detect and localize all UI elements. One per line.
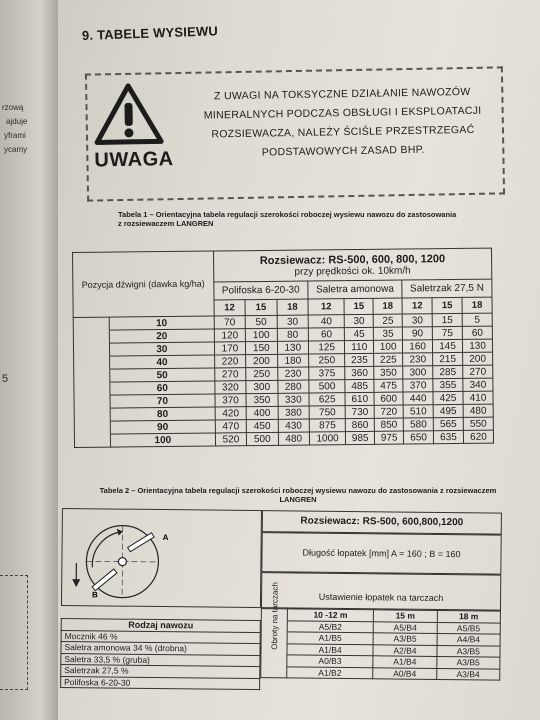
dose-value: 80 bbox=[277, 328, 309, 341]
dose-value: 130 bbox=[462, 339, 492, 352]
prev-page-text: yframi bbox=[4, 131, 26, 140]
dose-value: 170 bbox=[214, 342, 246, 355]
blade-setting-value: A3/B5 bbox=[437, 645, 501, 657]
blade-setting-value: A1/B4 bbox=[287, 643, 373, 655]
prev-page-text: ajduje bbox=[6, 117, 28, 126]
blade-setting-value: A0/B3 bbox=[287, 655, 373, 667]
spreader-header bbox=[213, 248, 492, 282]
row-spacer-cell bbox=[74, 434, 110, 447]
dose-value: 350 bbox=[374, 366, 403, 379]
dose-value: 160 bbox=[403, 340, 433, 353]
dose-value: 220 bbox=[214, 355, 246, 368]
dose-value: 860 bbox=[346, 418, 375, 431]
dose-value: 375 bbox=[309, 367, 345, 380]
dose-value: 285 bbox=[433, 365, 463, 378]
row-spacer-cell bbox=[73, 330, 109, 343]
dose-value: 850 bbox=[374, 418, 403, 431]
disc-rotation-label bbox=[261, 581, 288, 678]
dose-value: 5 bbox=[462, 313, 492, 326]
dose-value: 355 bbox=[433, 378, 463, 391]
lever-position: 90 bbox=[110, 420, 215, 434]
row-spacer-cell bbox=[74, 356, 110, 369]
blade-setting-value: A1/B5 bbox=[287, 632, 373, 644]
dose-value: 330 bbox=[278, 393, 310, 406]
fertilizer-type: Polifoska 6-20-30 bbox=[61, 676, 260, 690]
blade-setting-value: A1/B4 bbox=[373, 656, 436, 668]
blade-setting-value: A1/B2 bbox=[287, 666, 373, 678]
dose-value: 200 bbox=[246, 354, 278, 367]
warning-text: Z UWAGI NA TOKSYCZNE DZIAŁANIE NAWOZÓW MINERALNYCH PODCZAS OBSŁUGI I EKSPLOATACJI ROZSIEWACZA, NALEŻY ŚCIŚLE PRZESTRZEGAĆ PODSTAWOWYCH ZASAD BHP. bbox=[203, 85, 482, 159]
seeding-table-2 bbox=[60, 506, 502, 720]
dose-value: 635 bbox=[433, 430, 463, 443]
lever-position: 80 bbox=[110, 407, 215, 421]
dose-value: 370 bbox=[403, 379, 433, 392]
fertilizer-type: Mocznik 46 % bbox=[61, 630, 260, 644]
working-width-header: 15 m bbox=[374, 610, 437, 622]
blade-setting-value: A5/B5 bbox=[437, 622, 501, 634]
dose-value: 350 bbox=[246, 393, 278, 406]
diagram-label-a: A bbox=[162, 533, 169, 543]
dose-value: 45 bbox=[345, 327, 374, 340]
spreader-model: Rozsiewacz: RS-500, 600, 800, 1200 bbox=[259, 253, 446, 268]
table-row bbox=[261, 666, 500, 680]
row-header: Pozycja dźwigni (dawka kg/ha) bbox=[73, 251, 214, 317]
dose-value: 510 bbox=[403, 405, 433, 418]
dose-value: 600 bbox=[374, 392, 403, 405]
fertilizer-header: Saletrzak 27,5 N bbox=[402, 279, 492, 298]
dose-value: 200 bbox=[463, 352, 493, 365]
dose-value: 50 bbox=[245, 315, 277, 328]
dose-value: 215 bbox=[433, 352, 463, 365]
dose-value: 300 bbox=[246, 380, 278, 393]
working-width-header: 18 bbox=[277, 299, 309, 315]
dose-value: 110 bbox=[345, 340, 374, 353]
dose-value: 60 bbox=[462, 326, 492, 339]
fertilizer-header: Saletra amonowa bbox=[308, 280, 402, 299]
working-width-header: 15 bbox=[432, 297, 462, 313]
dose-value: 15 bbox=[432, 313, 462, 326]
dose-value: 400 bbox=[246, 406, 278, 419]
speed-note: przy prędkości ok. 10km/h bbox=[294, 265, 411, 278]
dose-value: 30 bbox=[344, 314, 373, 327]
dose-value: 300 bbox=[403, 366, 433, 379]
blade-setting-value: A4/B4 bbox=[437, 633, 501, 645]
fertilizer-type-table bbox=[60, 618, 261, 690]
dose-value: 225 bbox=[374, 353, 403, 366]
warning-triangle-icon bbox=[93, 82, 164, 145]
lever-position: 40 bbox=[110, 355, 215, 369]
dose-value: 250 bbox=[246, 367, 278, 380]
dose-value: 125 bbox=[308, 341, 344, 354]
fertilizer-type: Saletrzak 27,5 % bbox=[61, 664, 260, 678]
dose-value: 430 bbox=[278, 419, 310, 432]
table1-caption: Tabela 1 – Orientacyjna tabela regulacji szerokości roboczej wysiewu nawozu do zastosowania z rozsiewaczem LANGREN bbox=[118, 210, 457, 228]
diagram-label-b: B bbox=[92, 590, 98, 600]
blade-setting-value: A2/B4 bbox=[373, 644, 436, 656]
dose-value: 520 bbox=[215, 433, 247, 446]
prev-page-dashed-box bbox=[0, 575, 28, 690]
dose-value: 500 bbox=[247, 432, 279, 445]
dose-value: 280 bbox=[277, 380, 309, 393]
disc-rotation-text: Obroty na tarczach bbox=[269, 581, 280, 650]
dose-value: 90 bbox=[402, 327, 432, 340]
dose-value: 425 bbox=[433, 391, 463, 404]
dose-value: 580 bbox=[403, 418, 433, 431]
blade-setting-value: A5/B4 bbox=[373, 621, 436, 633]
fertilizer-type: Saletra 33,5 % (gruba) bbox=[61, 653, 260, 667]
blade-setting-value: A3/B4 bbox=[436, 668, 500, 680]
dose-value: 985 bbox=[346, 431, 375, 444]
lever-position: 60 bbox=[110, 381, 215, 395]
dose-value: 360 bbox=[345, 366, 374, 379]
blade-setting-value: A3/B5 bbox=[436, 656, 500, 668]
working-width-header: 18 bbox=[373, 298, 402, 314]
blade-setting-value: A0/B4 bbox=[373, 667, 436, 679]
dose-value: 40 bbox=[308, 315, 344, 328]
warning-heading: UWAGA bbox=[94, 148, 174, 172]
dose-value: 750 bbox=[309, 406, 345, 419]
blade-setting-value: A3/B5 bbox=[373, 633, 436, 645]
fertilizer-type-header: Rodzaj nawozu bbox=[61, 618, 260, 632]
lever-position: 30 bbox=[109, 342, 214, 356]
dose-value: 70 bbox=[214, 316, 246, 329]
blade-length: Długość łopatek [mm] A = 160 ; B = 160 bbox=[261, 532, 501, 575]
dose-value: 485 bbox=[345, 379, 374, 392]
prev-page-text: rzową bbox=[2, 103, 24, 112]
blade-setting-title: Ustawienie łopatek na tarczach bbox=[261, 572, 501, 611]
dose-value: 610 bbox=[345, 392, 374, 405]
dose-value: 100 bbox=[374, 340, 403, 353]
dose-value: 550 bbox=[463, 417, 493, 430]
dose-value: 100 bbox=[245, 328, 277, 341]
dose-value: 730 bbox=[345, 405, 374, 418]
row-spacer-cell bbox=[74, 421, 110, 434]
dose-value: 370 bbox=[215, 394, 247, 407]
previous-page-edge bbox=[0, 0, 58, 720]
lever-position: 20 bbox=[109, 329, 214, 343]
dose-value: 60 bbox=[308, 328, 344, 341]
dose-value: 480 bbox=[463, 404, 493, 417]
dose-value: 270 bbox=[214, 368, 246, 381]
dose-value: 150 bbox=[246, 341, 278, 354]
dose-value: 320 bbox=[215, 381, 247, 394]
dose-value: 410 bbox=[463, 391, 493, 404]
spreader-disc-diagram bbox=[62, 509, 261, 607]
dose-value: 35 bbox=[374, 327, 403, 340]
dose-value: 480 bbox=[278, 432, 310, 445]
warning-box bbox=[85, 66, 505, 201]
dose-value: 440 bbox=[403, 392, 433, 405]
working-width-header: 18 m bbox=[437, 610, 501, 622]
dose-value: 250 bbox=[309, 354, 345, 367]
row-spacer-cell bbox=[74, 382, 110, 395]
fertilizer-header: Polifoska 6-20-30 bbox=[214, 281, 308, 300]
dose-value: 130 bbox=[277, 341, 309, 354]
seeding-table-1 bbox=[72, 248, 494, 448]
working-width-header: 12 bbox=[214, 300, 246, 316]
dose-value: 1000 bbox=[309, 432, 345, 445]
dose-value: 450 bbox=[246, 419, 278, 432]
prev-page-text: ycamy bbox=[4, 145, 28, 154]
working-width-header: 12 bbox=[308, 299, 345, 315]
dose-value: 565 bbox=[433, 417, 463, 430]
row-spacer-cell bbox=[74, 369, 110, 382]
fertilizer-type: Saletra amonowa 34 % (drobna) bbox=[61, 641, 260, 655]
blade-setting-value: A5/B2 bbox=[287, 620, 373, 632]
row-spacer-cell bbox=[73, 343, 109, 356]
lever-position: 100 bbox=[110, 433, 215, 447]
lever-position: 50 bbox=[110, 368, 215, 382]
dose-value: 475 bbox=[374, 379, 403, 392]
dose-value: 720 bbox=[374, 405, 403, 418]
dose-value: 420 bbox=[215, 407, 247, 420]
dose-value: 975 bbox=[375, 431, 404, 444]
dose-value: 235 bbox=[345, 353, 374, 366]
dose-value: 625 bbox=[309, 393, 345, 406]
working-width-header: 10 -12 m bbox=[287, 609, 373, 621]
working-width-header: 15 bbox=[344, 298, 373, 314]
dose-value: 30 bbox=[277, 315, 309, 328]
dose-value: 270 bbox=[463, 365, 493, 378]
dose-value: 25 bbox=[373, 314, 402, 327]
dose-value: 620 bbox=[463, 430, 493, 443]
lever-position: 70 bbox=[110, 394, 215, 408]
lever-position: 10 bbox=[109, 316, 214, 330]
dose-value: 340 bbox=[463, 378, 493, 391]
document-page bbox=[58, 0, 540, 720]
dose-value: 30 bbox=[402, 314, 432, 327]
dose-value: 230 bbox=[403, 353, 433, 366]
dose-value: 495 bbox=[433, 404, 463, 417]
row-spacer-cell bbox=[74, 408, 110, 421]
dose-value: 75 bbox=[432, 326, 462, 339]
dose-value: 875 bbox=[309, 419, 345, 432]
dose-value: 380 bbox=[278, 406, 310, 419]
dose-value: 650 bbox=[404, 431, 434, 444]
spreader-header-2: Rozsiewacz: RS-500, 600,800,1200 bbox=[262, 510, 502, 535]
working-width-header: 15 bbox=[245, 299, 277, 315]
section-title: 9. TABELE WYSIEWU bbox=[81, 23, 219, 43]
dose-value: 180 bbox=[277, 354, 309, 367]
dose-value: 120 bbox=[214, 329, 246, 342]
dose-value: 230 bbox=[277, 367, 309, 380]
dose-value: 145 bbox=[433, 339, 463, 352]
table2-caption: Tabela 2 – Orientacyjna tabela regulacji szerokości roboczej wysiewu nawozu do zastosowania z rozsiewaczem LANGREN bbox=[99, 486, 497, 504]
prev-page-text: 5 bbox=[2, 373, 9, 385]
dose-value: 500 bbox=[309, 380, 345, 393]
row-spacer-cell bbox=[73, 317, 109, 330]
working-width-header: 18 bbox=[462, 297, 492, 313]
dose-value: 470 bbox=[215, 420, 247, 433]
disc-diagram bbox=[61, 508, 262, 608]
working-width-header: 12 bbox=[402, 298, 432, 314]
row-spacer-cell bbox=[74, 395, 110, 408]
